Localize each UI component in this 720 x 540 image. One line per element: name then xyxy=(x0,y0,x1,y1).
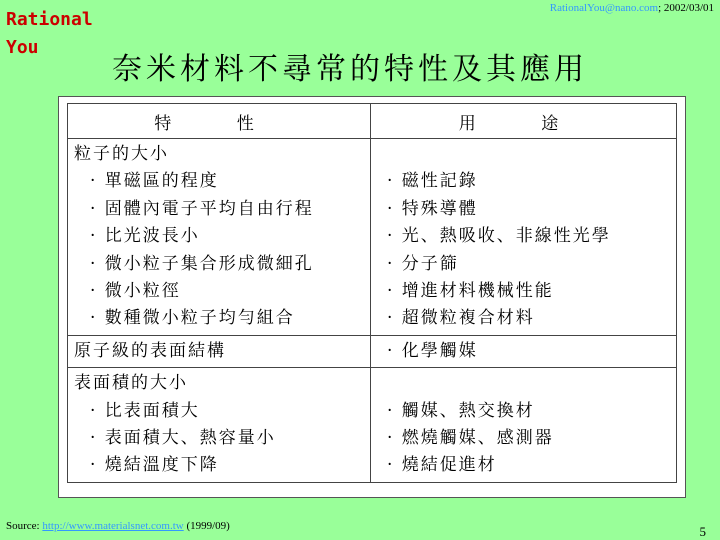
row-2-properties xyxy=(68,335,371,367)
table-row xyxy=(68,368,677,483)
list-item: · 比表面積大 xyxy=(90,400,200,421)
properties-table xyxy=(67,103,677,483)
row-1-uses xyxy=(371,139,677,336)
list-item xyxy=(377,141,670,168)
row-2-uses xyxy=(371,335,677,367)
header-meta xyxy=(550,2,714,14)
column-header-properties: 特 性 xyxy=(68,104,371,139)
list-item: · 微小粒子集合形成微細孔 xyxy=(90,253,314,274)
header-date: ; 2002/03/01 xyxy=(658,2,714,14)
row-3-uses xyxy=(371,368,677,483)
source-footer xyxy=(6,520,230,532)
list-item: · 單磁區的程度 xyxy=(90,171,219,192)
list-item: · 磁性記錄 xyxy=(387,171,478,192)
logo-line-1: Rational xyxy=(6,9,93,30)
row-1-properties xyxy=(68,139,371,336)
list-item: · 燒結溫度下降 xyxy=(90,455,219,476)
list-item: · 表面積大、熱容量小 xyxy=(90,427,276,448)
list-item: · 微小粒徑 xyxy=(90,280,181,301)
column-header-uses: 用 途 xyxy=(371,104,677,139)
list-item: · 燒結促進材 xyxy=(387,455,497,476)
list-item: 原子級的表面結構 xyxy=(74,340,226,361)
list-item: · 觸媒、熱交換材 xyxy=(387,400,535,421)
table-row xyxy=(68,139,677,336)
list-item: · 增進材料機械性能 xyxy=(387,280,554,301)
list-item: · 數種微小粒子均勻組合 xyxy=(90,308,295,329)
list-item: · 光、熱吸收、非線性光學 xyxy=(387,226,611,247)
list-item: · 超微粒複合材料 xyxy=(387,308,535,329)
row-3-properties xyxy=(68,368,371,483)
list-item: · 化學觸媒 xyxy=(387,340,478,361)
table-header-row xyxy=(68,104,677,139)
list-item: · 分子篩 xyxy=(387,253,459,274)
page-number: 5 xyxy=(699,524,706,539)
list-item: · 特殊導體 xyxy=(387,198,478,219)
logo xyxy=(6,6,93,62)
source-link[interactable]: http://www.materialsnet.com.tw xyxy=(42,520,184,532)
email-link[interactable]: RationalYou@nano.com xyxy=(549,2,659,14)
source-date: (1999/09) xyxy=(183,520,230,532)
list-item: · 燃燒觸媒、感測器 xyxy=(387,427,554,448)
list-item: 粒子的大小 xyxy=(74,144,169,164)
list-item: 表面積的大小 xyxy=(74,373,188,394)
list-item: · 固體內電子平均自由行程 xyxy=(90,198,314,219)
slide-title: 奈米材料不尋常的特性及其應用 xyxy=(112,52,588,87)
properties-table-frame xyxy=(58,96,686,498)
list-item: · 比光波長小 xyxy=(90,226,200,247)
list-item xyxy=(377,370,670,397)
source-prefix: Source: xyxy=(6,520,43,532)
logo-line-2: You xyxy=(6,37,39,58)
table-row xyxy=(68,335,677,367)
